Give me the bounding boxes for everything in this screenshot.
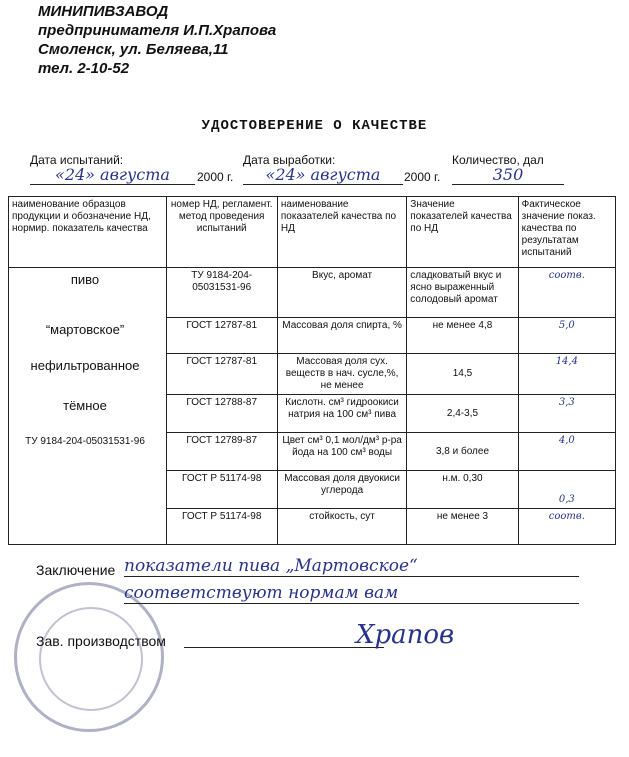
product-name-line3: нефильтрованное [30, 358, 140, 373]
conclusion-line2: соответствуют нормам вам [124, 583, 579, 604]
row-indicator: Вкус, аромат [277, 268, 406, 318]
quantity-value: 350 [452, 165, 564, 185]
production-date-year: 2000 г. [404, 170, 441, 184]
production-date-value: «24» августа [243, 165, 403, 185]
test-date-value: «24» августа [30, 165, 195, 185]
row-actual: 14,4 [518, 354, 615, 395]
table-header-row [9, 197, 616, 268]
row-nd: ГОСТ 12787-81 [166, 354, 277, 395]
document-title: УДОСТОВЕРЕНИЕ О КАЧЕСТВЕ [201, 118, 428, 134]
row-nd: ГОСТ 12787-81 [166, 318, 277, 354]
row-nd: ГОСТ Р 51174-98 [166, 509, 277, 545]
product-name-line2: “мартовское” [45, 322, 125, 337]
company-name: МИНИПИВЗАВОД [38, 3, 169, 20]
row-nd: ГОСТ 12788-87 [166, 395, 277, 433]
product-name-line4: тёмное [63, 398, 107, 413]
row-indicator: Цвет см³ 0,1 мол/дм³ р-ра йода на 100 см³ воды [277, 433, 406, 471]
quantity-label: Количество, дал [452, 153, 544, 167]
company-address: Смоленск, ул. Беляева,11 [38, 41, 229, 58]
row-norm: не менее 3 [407, 509, 518, 545]
conclusion-label: Заключение [36, 562, 116, 578]
row-nd: ГОСТ Р 51174-98 [166, 471, 277, 509]
row-actual: соотв. [518, 509, 615, 545]
product-spec: ТУ 9184-204-05031531-96 [25, 436, 145, 447]
row-norm: н.м. 0,30 [407, 471, 518, 509]
header-actual-value: Фактическое значение показ. качества по результатам испытаний [518, 197, 615, 268]
row-nd: ТУ 9184-204-05031531-96 [166, 268, 277, 318]
row-indicator: Массовая доля двуокиси углерода [277, 471, 406, 509]
signature-line [184, 647, 384, 648]
row-actual: соотв. [518, 268, 615, 318]
row-actual: 3,3 [518, 395, 615, 433]
row-actual: 0,3 [518, 471, 615, 509]
row-actual: 4,0 [518, 433, 615, 471]
row-norm: сладковатый вкус и ясно выраженный солодовый аромат [407, 268, 518, 318]
header-indicator: наименование показателей качества по НД [277, 197, 406, 268]
company-owner: предпринимателя И.П.Храпова [38, 22, 277, 39]
test-date-year: 2000 г. [197, 170, 234, 184]
row-nd: ГОСТ 12789-87 [166, 433, 277, 471]
row-indicator: Массовая доля сух. веществ в нач. сусле,%, не менее [277, 354, 406, 395]
signature: Храпов [356, 620, 455, 650]
header-norm-value: Значение показателей качества по НД [407, 197, 518, 268]
row-actual: 5,0 [518, 318, 615, 354]
row-indicator: Кислотн. см³ гидроокиси натрия на 100 см³ пива [277, 395, 406, 433]
head-of-production-label: Зав. производством [36, 633, 166, 649]
row-indicator: стойкость, сут [277, 509, 406, 545]
product-name-line1: пиво [70, 272, 100, 287]
round-stamp [14, 582, 164, 732]
production-date-label: Дата выработки: [243, 153, 336, 167]
test-date-label: Дата испытаний: [30, 153, 124, 167]
row-norm: 2,4-3,5 [407, 395, 518, 433]
row-norm: 14,5 [407, 354, 518, 395]
conclusion-line1: показатели пива „Мартовское“ [124, 556, 579, 577]
row-norm: не менее 4,8 [407, 318, 518, 354]
header-product: наименование образцов продукции и обозначение НД, нормир. показатель качества [9, 197, 167, 268]
stamp-inner-ring [39, 607, 143, 711]
header-nd-number: номер НД, регламент. метод проведения испытаний [166, 197, 277, 268]
row-indicator: Массовая доля спирта, % [277, 318, 406, 354]
row-norm: 3,8 и более [407, 433, 518, 471]
company-phone: тел. 2-10-52 [38, 60, 130, 77]
